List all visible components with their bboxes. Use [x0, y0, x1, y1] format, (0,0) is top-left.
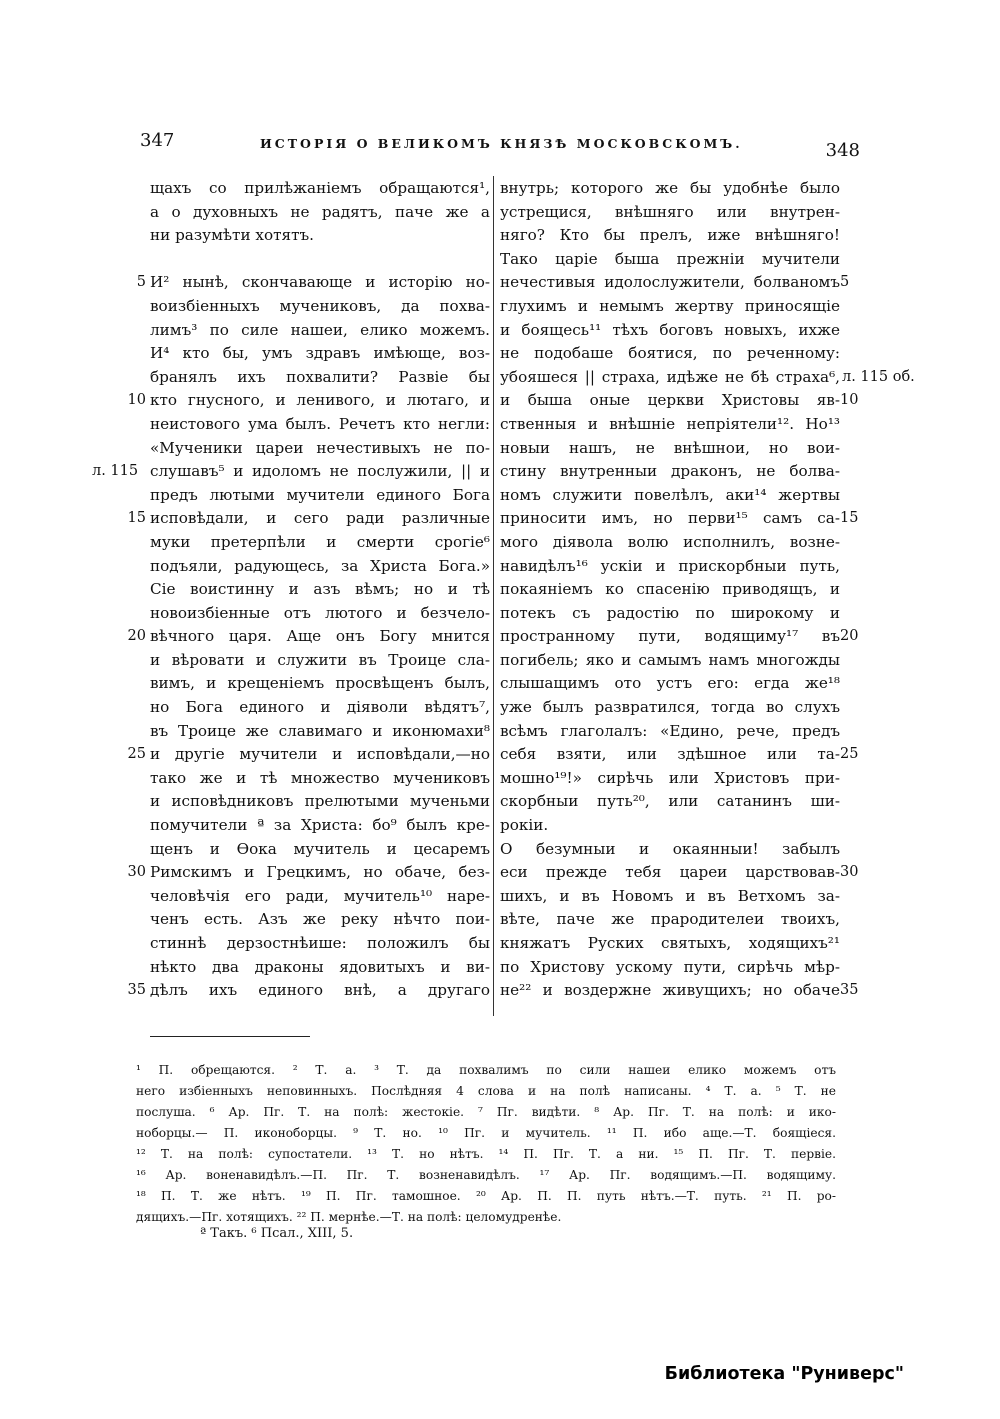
line-number: 20: [127, 628, 146, 645]
line-number: 20: [840, 628, 859, 645]
text-line: подъяли, радующесь, за Христа Бога.»: [150, 556, 490, 575]
line-number: 10: [127, 392, 146, 409]
text-line: нечестивыя идолослужители, болваномъ: [500, 273, 840, 292]
text-line: а о духовныхъ не радятъ, паче же а: [150, 202, 490, 221]
footnote-line: послуша. ⁶ Ар. Пг. Т. на полѣ: жестокіе. ⁷ Пг. видѣти. ⁸ Ар. Пг. Т. на полѣ: и ико-: [136, 1105, 836, 1119]
line-number: 15: [127, 510, 146, 527]
text-line: въ Троице же славимаго и иконюмахи⁸: [150, 721, 490, 740]
text-line: кто гнусного, и ленивого, и лютаго, и: [150, 391, 490, 410]
running-title: ИСТОРІЯ О ВЕЛИКОМЪ КНЯЗѢ МОСКОВСКОМЪ.: [260, 136, 743, 151]
footnote-line: него избіенныхъ неповинныхъ. Послѣдняя 4 слова и на полѣ написаны. ⁴ Т. а. ⁵ Т. не: [136, 1084, 836, 1098]
text-line: погибель; яко и самымъ намъ многожды: [500, 650, 840, 669]
text-line: мошно¹⁹!» сирѣчь или Христовъ при-: [500, 768, 840, 787]
right-column: [500, 177, 840, 1003]
text-line: устрещися, внѣшняго или внутрен-: [500, 202, 840, 221]
text-line: и вѣровати и служити въ Троице сла-: [150, 650, 490, 669]
text-line: пространному пути, водящиму¹⁷ въ: [500, 627, 840, 646]
text-line: стиннѣ дерзостнѣише: положилъ бы: [150, 934, 490, 952]
folio-mark-right: л. 115 об.: [842, 368, 915, 385]
line-number: 25: [127, 746, 146, 763]
text-line: «Мученики цареи нечестивыхъ не по-: [150, 438, 490, 457]
text-line: но Бога единого и діяволи вѣдятъ⁷,: [150, 698, 490, 717]
text-line: Римскимъ и Грецкимъ, но обаче, без-: [150, 863, 490, 882]
text-line: муки претерпѣли и смерти срогіе⁶: [150, 532, 490, 551]
text-line: слышащимъ ото устъ его: егда же¹⁸: [500, 674, 840, 693]
line-number: 30: [127, 864, 146, 881]
text-line: бранялъ ихъ похвалити? Развіе бы: [150, 367, 490, 386]
line-number: 25: [840, 746, 859, 763]
line-number: 15: [840, 510, 859, 527]
text-line: человѣчія его ради, мучитель¹⁰ наре-: [150, 886, 490, 905]
footnote-line: ¹⁶ Ар. воненавидѣлъ.—П. Пг. Т. возненавидѣлъ. ¹⁷ Ар. Пг. водящимъ.—П. водящиму.: [136, 1168, 836, 1182]
text-line: и исповѣдниковъ прелютыми мученьми: [150, 792, 490, 811]
text-line: воизбіенныхъ мучениковъ, да похва-: [150, 296, 490, 315]
text-line: тако же и тѣ множество мучениковъ: [150, 768, 490, 787]
text-line: скорбныи путь²⁰, или сатанинъ ши-: [500, 792, 840, 811]
text-line: уже былъ развратился, тогда во слухъ: [500, 698, 840, 717]
text-line: потекъ съ радостію по широкому и: [500, 603, 840, 622]
footnote-line: ¹ П. обрещаются. ² Т. а. ³ Т. да похвалимъ по сили нашеи елико можемъ отъ: [136, 1063, 836, 1077]
footnote-line: ¹² Т. на полѣ: супостатели. ¹³ Т. но нѣтъ. ¹⁴ П. Пг. Т. а ни. ¹⁵ П. Пг. Т. первіе.: [136, 1147, 836, 1161]
text-line: Сіе воистинну и азъ вѣмъ; но и тѣ: [150, 580, 490, 599]
text-line: предъ лютыми мучители единого Бога: [150, 485, 490, 504]
text-line: вимъ, и крещеніемъ просвѣщенъ былъ,: [150, 674, 490, 693]
text-line: глухимъ и немымъ жертву приносящіе: [500, 296, 840, 315]
line-number: 10: [840, 392, 859, 409]
footnote-rule: [150, 1036, 310, 1037]
text-line: еси прежде тебя цареи царствовав-: [500, 863, 840, 882]
line-number: 35: [127, 982, 146, 999]
text-line: дѣлъ ихъ единого внѣ, а другаго: [150, 981, 490, 1000]
text-line: неистового ума былъ. Речетъ кто негли:: [150, 414, 490, 433]
text-line: вѣте, паче же прародителеи твоихъ,: [500, 910, 840, 929]
text-line: ченъ есть. Азъ же реку нѣчто пои-: [150, 910, 490, 929]
footnote-line: ¹⁸ П. Т. же нѣтъ. ¹⁹ П. Пг. тамошное. ²⁰ Ар. П. П. путь нѣтъ.—Т. путь. ²¹ П. ро-: [136, 1189, 836, 1203]
text-line: лимъ³ по силе нашеи, елико можемъ.: [150, 320, 490, 339]
text-line: себя взяти, или здѣшное или та-: [500, 745, 840, 764]
text-line: новоизбіенные отъ лютого и безчело-: [150, 603, 490, 622]
text-line: новыи нашъ, не внѣшнои, но вои-: [500, 438, 840, 457]
page-header: [140, 130, 860, 160]
text-line: и быша оные церкви Христовы яв-: [500, 391, 840, 410]
text-line: щенъ и Ѳока мучитель и цесаремъ: [150, 839, 490, 858]
text-line: приносити имъ, но перви¹⁵ самъ са-: [500, 509, 840, 528]
text-line: вѣчного царя. Аще онъ Богу мнится: [150, 627, 490, 646]
left-column: [150, 177, 490, 1003]
text-line: исповѣдали, и сего ради различные: [150, 509, 490, 528]
text-line: рокіи.: [500, 816, 549, 835]
line-number: 5: [136, 274, 146, 291]
text-line: ни разумѣти хотятъ.: [150, 226, 314, 245]
line-number: 30: [840, 864, 859, 881]
text-line: номъ служити повелѣлъ, аки¹⁴ жертвы: [500, 485, 840, 504]
text-line: княжатъ Руских святыхъ, ходящихъ²¹: [500, 934, 840, 952]
footnote-line: ноборцы.— П. иконоборцы. ⁹ Т. но. ¹⁰ Пг. и мучитель. ¹¹ П. ибо аще.—Т. боящіеся.: [136, 1126, 836, 1140]
column-divider: [493, 176, 494, 1016]
folio-mark-left: л. 115: [92, 463, 139, 480]
text-line: мого діявола волю исполнилъ, возне-: [500, 532, 840, 551]
page-number-right: 348: [825, 140, 860, 161]
text-line: Тако царіе быша прежніи мучители: [500, 249, 840, 268]
text-line: не²² и воздержне живущихъ; но обаче: [500, 981, 840, 1000]
text-line: внутрь; которого же бы удобнѣе было: [500, 179, 840, 197]
text-line: няго? Кто бы прелъ, иже внѣшняго!: [500, 226, 840, 245]
footnote-line: дящихъ.—Пг. хотящихъ. ²² П. мернѣе.—Т. на полѣ: целомудренѣе.: [136, 1210, 562, 1224]
footnotes: [136, 1060, 836, 1228]
text-line: шихъ, и въ Новомъ и въ Ветхомъ за-: [500, 886, 840, 905]
text-line: покаяніемъ ко спасенію приводящъ, и: [500, 580, 840, 599]
text-line: убояшеся || страха, идѣже не бѣ страха⁶,: [500, 367, 840, 386]
library-watermark: Библиотека "Руниверс": [664, 1364, 904, 1384]
text-line: слушавъ⁵ и идоломъ не послужили, || и: [150, 462, 490, 481]
text-line: О безумныи и окаянныи! забылъ: [500, 839, 840, 858]
text-line: нѣкто два драконы ядовитыхъ и ви-: [150, 957, 490, 976]
text-line: по Христову ускому пути, сирѣчь мѣр-: [500, 957, 840, 976]
page-number-left: 347: [140, 130, 175, 151]
text-line: стину внутренныи драконъ, не болва-: [500, 462, 840, 481]
text-line: И⁴ кто бы, умъ здравъ имѣюще, воз-: [150, 344, 490, 363]
text-line: ственныя и внѣшніе непріятели¹². Но¹³: [500, 414, 840, 433]
text-line: помучители ª за Христа: бо⁹ былъ кре-: [150, 816, 490, 835]
text-line: и боящесь¹¹ тѣхъ боговъ новыхъ, ихже: [500, 320, 840, 339]
line-number: 35: [840, 982, 859, 999]
text-line: не подобаше боятися, по реченному:: [500, 344, 840, 363]
text-line: [150, 248, 490, 272]
text-line: и другіе мучители и исповѣдали,—но: [150, 745, 490, 764]
line-number: 5: [840, 274, 850, 291]
text-line: И² нынѣ, скончавающе и исторію но-: [150, 273, 490, 292]
text-line: всѣмъ глаголалъ: «Едино, рече, предъ: [500, 721, 840, 740]
editor-note: ª Такъ. ⁶ Псал., XIII, 5.: [200, 1226, 354, 1241]
text-line: навидѣлъ¹⁶ ускіи и прискорбныи путь,: [500, 556, 840, 575]
text-line: щахъ со прилѣжаніемъ обращаются¹,: [150, 179, 490, 197]
